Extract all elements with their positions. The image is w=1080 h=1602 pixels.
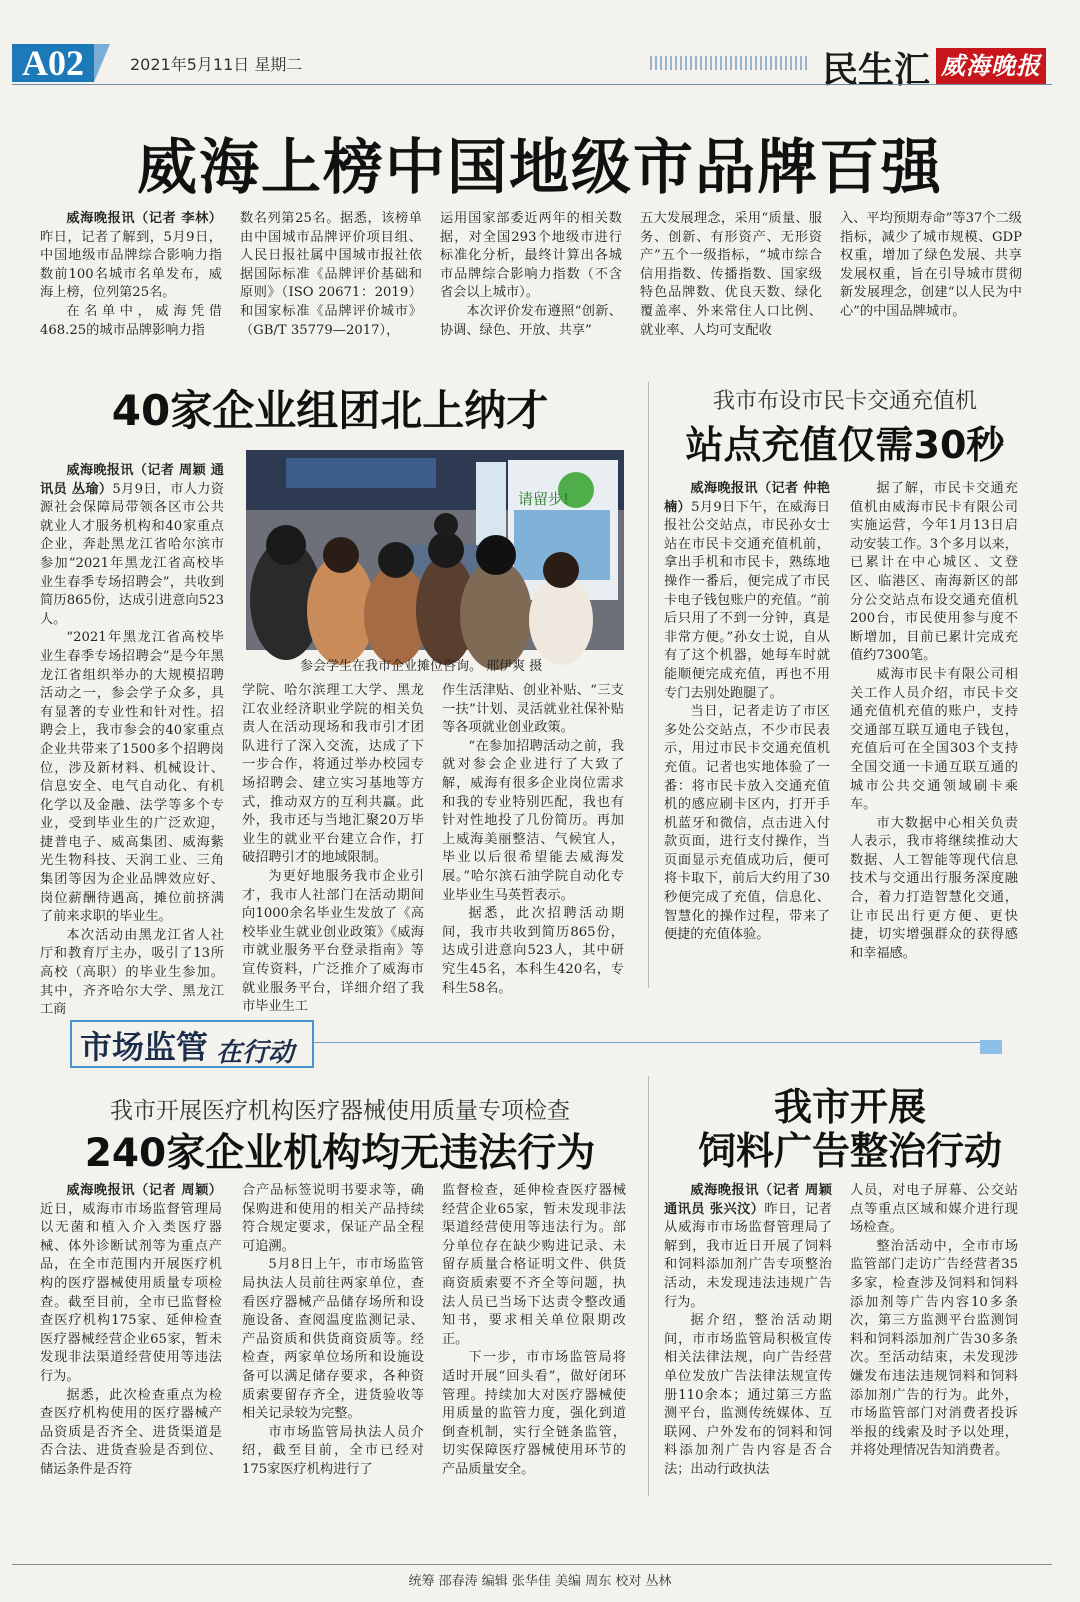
article5-column-1 <box>664 1182 832 1500</box>
photo-sign-text: 请留步! <box>518 490 570 508</box>
article1-paragraph: 五大发展理念，采用“质量、服务、创新、有形资产、无形资产”五个一级指标，“城市综合信用指数、传播指数、国家级特色品牌数、优良天数、绿化覆盖率、外来常住人口比例、就业率、人均可支配收 <box>640 211 822 338</box>
newspaper-logo: 威海晚报 <box>936 48 1046 84</box>
article1-paragraph: 昨日，记者了解到，5月9日，中国地级市品牌综合影响力指数前100名城市名单发布，威海上榜，位列第25名。 <box>40 229 222 301</box>
article3-byline: 威海晚报讯（记者 仲艳楠） <box>664 481 830 515</box>
article3-paragraph: 威海市民卡有限公司相关工作人员介绍，市民卡交通充值机充值的账户，支持交通部互联互通电子钱包，充值后可在全国303个支持全国交通一卡通互联互通的城市公共交通领域刷卡乘车。 <box>850 666 1018 813</box>
article3-paragraph: 5月9日下午，在威海日报社公交站点，市民孙女士站在市民卡交通充值机前，拿出手机和市民卡，熟练地操作一番后，便完成了市民卡电子钱包账户的充值。“前后只用了不到一分钟，真是非常方便。”孙女士说，自从有了这个机器，她每车时就能顺便完成充值，再也不用专门去别处跑腿了。 <box>664 499 831 701</box>
article1-headline: 威海上榜中国地级市品牌百强 <box>137 133 943 203</box>
article3-column-2 <box>850 480 1018 992</box>
column-divider <box>648 1076 649 1496</box>
article1-column-2 <box>240 210 422 350</box>
article2-paragraph: 为更好地服务我市企业引才，我市人社部门在活动期间向1000余名毕业生发放了《高校毕业生就业创业政策》《威海市就业服务平台登录指南》等宣传资料，广泛推介了威海市就业服务平台，详细介绍了我市毕业生工 <box>242 868 424 1015</box>
editorial-credits: 统筹 邵春涛 编辑 张华佳 美编 周东 校对 丛林 <box>408 1574 672 1589</box>
section-title: 民生汇 <box>822 50 931 91</box>
article2-paragraph: 据悉，此次招聘活动期间，我市共收到简历865份，达成引进意向523人，其中研究生45名，本科生420名，专科生58名。 <box>442 906 624 996</box>
column-divider <box>648 382 649 988</box>
job-fair-photo-illustration <box>246 450 624 650</box>
article5-paragraph: 昨日，记者从威海市市场监督管理局了解到，我市近日开展了饲料和饲料添加剂广告专项整治活动，未发现违法违规广告行为。 <box>664 1201 832 1310</box>
article4-paragraph: 市市场监管局执法人员介绍，截至目前，全市已经对175家医疗机构进行了 <box>242 1424 424 1477</box>
article4-column-3 <box>442 1182 626 1500</box>
page-number-badge: A02 <box>12 44 94 82</box>
article2-paragraph: 5月9日，市人力资源社会保障局带领各区市公共就业人才服务机构和40家重点企业，奔赴黑龙江省哈尔滨市参加“2021年黑龙江省高校毕业生春季专场招聘会”，共收到简历865份，达成引进意向523人。 <box>40 481 224 627</box>
article2-column-2 <box>242 682 424 1015</box>
article1-paragraph: 运用国家部委近两年的相关数据，对全国293个地级市进行标准化分析，最终计算出各城市品牌综合影响力指数（不含省会以上城市）。 <box>440 211 622 301</box>
article4-paragraph: 监督检查，延伸检查医疗器械经营企业65家，暂未发现非法渠道经营使用等违法行为。部分单位存在缺少购进记录、未留存质量合格证明文件、供货商资质索要不齐全等问题，执法人员已当场下达责令整改通知书，要求相关单位限期改正。 <box>442 1183 626 1347</box>
article5-paragraph: 据介绍，整治活动期间，市市场监管局积极宣传相关法律法规，向广告经营单位发放广告法律法规宣传册110余本；通过第三方监测平台，监测传统媒体、互联网、户外发布的饲料和饲料添加剂广告内容是否合法；出动行政执法 <box>664 1313 832 1477</box>
article4-column-1 <box>40 1182 222 1500</box>
article2-paragraph: 学院、哈尔滨理工大学、黑龙江农业经济职业学院的相关负责人在活动现场和我市引才团队进行了深入交流，达成了下一步合作，将通过举办校园专场招聘会、建立实习基地等方式，推动双方的互利共赢。此外，我市还与当地汇聚20万毕业生的就业平台建立合作，打破招聘引才的地域限制。 <box>242 683 424 866</box>
article5-paragraph: 整治活动中，全市市场监管部门走访广告经营者35多家，检查涉及饲料和饲料添加剂等广告内容10多条次，第三方监测平台监测饲料和饲料添加剂广告30多条次。至活动结束，未发现涉嫌发布违法违规饲料和饲料添加剂广告的行为。此外，市场监管部门对消费者投诉举报的线索及时予以处理，并将处理情况告知消费者。 <box>850 1238 1018 1459</box>
article1-byline: 威海晚报讯（记者 李林） <box>66 211 222 226</box>
article3-paragraph: 据了解，市民卡交通充值机由威海市民卡有限公司实施运营，今年1月13日启动安装工作。3个多月以来，已累计在中心城区、文登区、临港区、南海新区的部分公交站点布设交通充值机200台，市民使用参与度不断增加，目前已累计完成充值约7300笔。 <box>850 481 1018 664</box>
article5-column-2 <box>850 1182 1018 1500</box>
article3-headline: 站点充值仅需30秒 <box>685 423 1005 467</box>
article2-paragraph: “2021年黑龙江省高校毕业生春季专场招聘会”是今年黑龙江省组织举办的大规模招聘活动之一，参会学子众多，具有显著的专业性和针对性。招聘会上，我市参会的40家重点企业共带来了1500多个招聘岗位，涉及新材料、机械设计、信息安全、电气自动化、有机化学以及金融、法学等多个专业，受到毕业生的广泛欢迎，捷普电子、威高集团、威海紫光生物科技、天润工业、三角集团等因为企业品牌效应好、岗位薪酬待遇高，摊位前挤满了前来求职的毕业生。 <box>40 630 224 925</box>
article5-headline-line1: 我市开展 <box>773 1085 926 1129</box>
article5-paragraph: 人员，对电子屏幕、公交站点等重点区域和媒介进行现场检查。 <box>850 1183 1018 1236</box>
article3-column-1 <box>664 480 830 992</box>
article2-column-1 <box>40 462 224 1018</box>
article4-headline: 240家企业机构均无违法行为 <box>84 1131 596 1176</box>
article4-paragraph: 合产品标签说明书要求等，确保购进和使用的相关产品持续符合规定要求，保证产品全程可追溯。 <box>242 1183 424 1254</box>
article4-paragraph: 近日，威海市市场监督管理局以无菌和植入介入类医疗器械、体外诊断试剂等为重点产品，在全市范围内开展医疗机构的医疗器械使用质量专项检查。截至目前，全市已监督检查医疗机构175家、延伸检查医疗器械经营企业65家，暂未发现非法渠道经营使用等违法行为。 <box>40 1201 222 1384</box>
article2-paragraph: 作生活津贴、创业补贴、“三支一扶”计划、灵活就业社保补贴等各项就业创业政策。 <box>442 683 624 736</box>
page-badge-tail <box>94 44 110 82</box>
article1-column-4 <box>640 210 822 350</box>
article3-kicker: 我市布设市民卡交通充值机 <box>712 389 977 414</box>
article1-column-3 <box>440 210 622 350</box>
header-divider <box>12 84 1052 85</box>
banner-accent-block <box>980 1040 1002 1054</box>
article4-byline: 威海晚报讯（记者 周颖） <box>66 1183 222 1198</box>
article1-paragraph: 在名单中，威海凭借468.25的城市品牌影响力指 <box>40 303 222 338</box>
article1-paragraph: 数名列第25名。据悉，该榜单由中国城市品牌评价项目组、人民日报社属中国城市报社依据国际标准《品牌评价基础和原则》（ISO 20671：2019）和国家标准《品牌评价城市》（GB/T 35779—2017）， <box>240 211 422 338</box>
article1-column-5 <box>840 210 1022 350</box>
article5-headline-line2: 饲料广告整治行动 <box>697 1129 1002 1173</box>
article1-paragraph: 入、平均预期寿命”等37个二级指标，减少了城市规模、GDP权重，增加了绿色发展、共享发展权重，旨在引导城市贯彻新发展理念，创建“以人民为中心”的中国品牌城市。 <box>840 211 1022 319</box>
article2-paragraph: “在参加招聘活动之前，我就对参会企业进行了大致了解，威海有很多企业岗位需求和我的专业特别匹配，我也有针对性地投了几份简历。再加上威海美丽整洁、气候宜人，毕业以后很希望能去威海发展。”哈尔滨石油学院自动化专业毕业生马英哲表示。 <box>442 738 624 903</box>
article3-paragraph: 当日，记者走访了市区多处公交站点，不少市民表示，用过市民卡交通充值机充值。记者也实地体验了一番：将市民卡放入交通充值机的感应刷卡区内，打开手机蓝牙和微信，点击进入付款页面，进行支付操作，当页面显示充值成功后，便可将卡取下，前后大约用了30秒便完成了充值，信息化、智慧化的操作过程，带来了便捷的充值体验。 <box>664 704 830 943</box>
article4-paragraph: 5月8日上午，市市场监管局执法人员前往两家单位，查看医疗器械产品储存场所和设施设备、查阅温度监测记录、产品资质和供货商资质等。经检查，两家单位场所和设施设备可以满足储存要求，各种资质索要留存齐全，进货验收等相关记录较为完整。 <box>242 1257 424 1422</box>
article5-byline: 威海晚报讯（记者 周颖 通讯员 张兴汶） <box>664 1183 832 1217</box>
footer-divider <box>12 1564 1052 1565</box>
article2-paragraph: 本次活动由黑龙江省人社厅和教育厅主办，吸引了13所高校（高职）的毕业生参加。其中，齐齐哈尔大学、黑龙江工商 <box>40 927 224 1018</box>
article4-column-2 <box>242 1182 424 1500</box>
article1-paragraph: 本次评价发布遵照“创新、协调、绿色、开放、共享” <box>440 303 622 338</box>
article2-byline: 威海晚报讯（记者 周颖 通讯员 丛瑜） <box>40 463 224 497</box>
article2-headline: 40家企业组团北上纳才 <box>111 386 549 435</box>
issue-date: 2021年5月11日 星期二 <box>130 55 303 74</box>
job-fair-photo <box>246 450 624 650</box>
article2-column-3 <box>442 682 624 996</box>
article4-paragraph: 下一步，市市场监管局将适时开展“回头看”，做好闭环管理。持续加大对医疗器械使用质量的监管力度，强化到道倒查机制，实行全链条监管，切实保障医疗器械使用环节的产品质量安全。 <box>442 1350 626 1477</box>
section-banner-title: 市场监管 <box>80 1028 209 1066</box>
article4-paragraph: 据悉，此次检查重点为检查医疗机构使用的医疗器械产品资质是否齐全、进货渠道是否合法、进货查验是否到位、储运条件是否符 <box>40 1387 222 1477</box>
header-stripe <box>650 56 810 70</box>
article3-paragraph: 市大数据中心相关负责人表示，我市将继续推动大数据、人工智能等现代信息技术与交通出行服务深度融合，着力打造智慧化交通，让市民出行更方便、更快捷，切实增强群众的获得感和幸福感。 <box>850 815 1018 961</box>
photo-caption: 参会学生在我市企业摊位咨询。 邢伊爽 摄 <box>300 659 543 674</box>
article1-column-1 <box>40 210 222 350</box>
article4-kicker: 我市开展医疗机构医疗器械使用质量专项检查 <box>110 1098 570 1124</box>
section-banner-subtitle: 在行动 <box>216 1038 295 1068</box>
